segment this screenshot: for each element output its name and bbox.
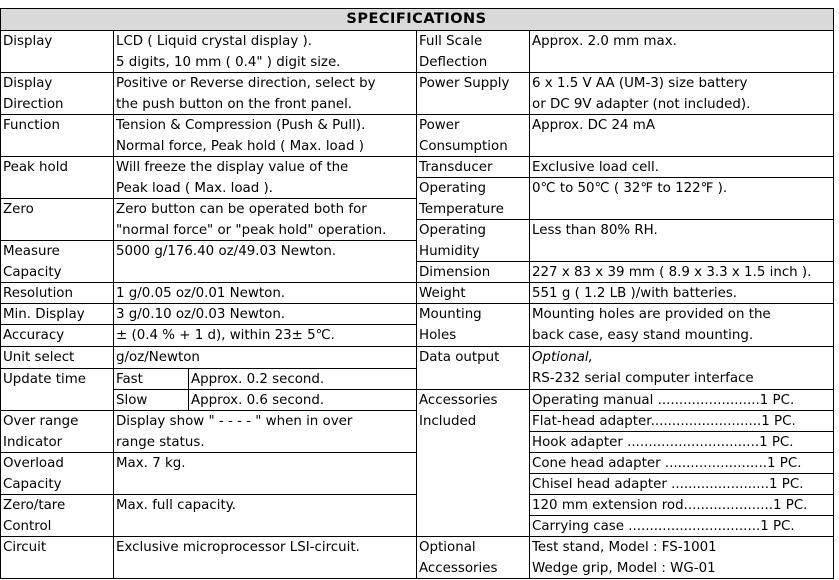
display-value: LCD ( Liquid crystal display ). 5 digits, 10 mm ( 0.4" ) digit size.: [116, 34, 341, 70]
peak-hold-value: Will freeze the display value of the Peak load ( Max. load ).: [116, 160, 349, 196]
grid-line: [0, 240, 417, 241]
power-supply-value: 6 x 1.5 V AA (UM-3) size battery or DC 9V adapter (not included).: [532, 76, 751, 112]
grid-line: [416, 30, 417, 579]
grid-line: [416, 219, 834, 220]
dimension-label: Dimension: [419, 265, 491, 280]
over-range-label: Over range Indicator: [3, 414, 79, 450]
zero-tare-value: Max. full capacity.: [116, 498, 236, 513]
mounting-holes-value: Mounting holes are provided on the back case, easy stand mounting.: [532, 307, 771, 343]
peak-hold-label: Peak hold: [3, 160, 68, 175]
function-label: Function: [3, 118, 60, 133]
min-display-value: 3 g/0.10 oz/0.03 Newton.: [116, 307, 286, 322]
accessories-label: Accessories Included: [419, 393, 498, 429]
op-temp-label: Operating Temperature: [419, 181, 504, 217]
over-range-value: Display show " - - - - " when in over range status.: [116, 414, 353, 450]
grid-line: [0, 303, 417, 304]
zero-value: Zero button can be operated both for "normal force" or "peak hold" operation.: [116, 202, 387, 238]
power-supply-label: Power Supply: [419, 76, 510, 91]
grid-line: [416, 389, 834, 390]
grid-line: [113, 389, 417, 390]
accessory-item: Flat-head adapter..........................1 PC.: [532, 414, 796, 429]
mounting-holes-label: Mounting Holes: [419, 307, 482, 343]
grid-line: [416, 303, 834, 304]
accessory-item: Hook adapter ...............................1 PC.: [532, 435, 794, 450]
display-label: Display: [3, 34, 53, 49]
grid-line: [0, 156, 417, 157]
table-title: SPECIFICATIONS: [0, 9, 833, 30]
grid-line: [0, 72, 417, 73]
grid-line: [529, 515, 834, 516]
grid-line: [529, 431, 834, 432]
min-display-label: Min. Display: [3, 307, 85, 322]
op-temp-value: 0℃ to 50℃ ( 32℉ to 122℉ ).: [532, 181, 728, 196]
display-direction-value: Positive or Reverse direction, select by the push button on the front panel.: [116, 76, 376, 112]
accuracy-label: Accuracy: [3, 328, 65, 343]
accessory-item: Carrying case ...............................1 PC.: [532, 519, 795, 534]
grid-line: [113, 30, 114, 579]
circuit-label: Circuit: [3, 540, 47, 555]
measure-capacity-label: Measure Capacity: [3, 244, 62, 280]
grid-line: [0, 324, 417, 325]
power-consumption-value: Approx. DC 24 mA: [532, 118, 656, 133]
grid-line: [0, 198, 417, 199]
grid-line: [529, 30, 530, 579]
grid-line: [0, 282, 417, 283]
accuracy-value: ± (0.4 % + 1 d), within 23± 5℃.: [116, 328, 335, 343]
weight-label: Weight: [419, 286, 466, 301]
grid-line: [416, 346, 834, 347]
op-humidity-value: Less than 80% RH.: [532, 223, 658, 238]
full-scale-label: Full Scale Deflection: [419, 34, 488, 70]
grid-line: [529, 410, 834, 411]
grid-line: [0, 494, 417, 495]
transducer-label: Transducer: [419, 160, 493, 175]
resolution-value: 1 g/0.05 oz/0.01 Newton.: [116, 286, 286, 301]
grid-line: [0, 368, 417, 369]
optional-accessories-label: Optional Accessories: [419, 540, 498, 576]
accessory-item: Operating manual ........................1 PC.: [532, 393, 795, 408]
grid-line: [529, 494, 834, 495]
weight-value: 551 g ( 1.2 LB )/with batteries.: [532, 286, 738, 301]
update-fast-value: Approx. 0.2 second.: [191, 372, 325, 387]
overload-value: Max. 7 kg.: [116, 456, 186, 471]
op-humidity-label: Operating Humidity: [419, 223, 486, 259]
accessory-item: 120 mm extension rod.....................1 PC.: [532, 498, 808, 513]
grid-line: [416, 261, 834, 262]
update-slow-value: Approx. 0.6 second.: [191, 393, 325, 408]
circuit-value: Exclusive microprocessor LSI-circuit.: [116, 540, 360, 555]
zero-tare-label: Zero/tare Control: [3, 498, 66, 534]
accessory-item: Chisel head adapter .......................1 PC.: [532, 477, 804, 492]
grid-line: [0, 8, 834, 9]
measure-capacity-value: 5000 g/176.40 oz/49.03 Newton.: [116, 244, 337, 259]
optional-note: Optional,: [532, 350, 593, 365]
grid-line: [0, 30, 834, 31]
function-value: Tension & Compression (Push & Pull). Normal force, Peak hold ( Max. load ): [116, 118, 366, 154]
grid-line: [0, 452, 417, 453]
grid-line: [0, 410, 417, 411]
grid-line: [416, 536, 834, 537]
grid-line: [416, 72, 834, 73]
display-direction-label: Display Direction: [3, 76, 64, 112]
grid-line: [0, 114, 417, 115]
dimension-value: 227 x 83 x 39 mm ( 8.9 x 3.3 x 1.5 inch ).: [532, 265, 812, 280]
grid-line: [529, 452, 834, 453]
zero-label: Zero: [3, 202, 34, 217]
update-time-label: Update time: [3, 372, 87, 387]
unit-select-label: Unit select: [3, 350, 75, 365]
update-slow-label: Slow: [116, 393, 148, 408]
accessory-item: Cone head adapter ........................1 PC.: [532, 456, 802, 471]
grid-line: [416, 114, 834, 115]
grid-line: [416, 177, 834, 178]
grid-line: [416, 156, 834, 157]
power-consumption-label: Power Consumption: [419, 118, 508, 154]
resolution-label: Resolution: [3, 286, 73, 301]
overload-label: Overload Capacity: [3, 456, 64, 492]
data-output-value: Optional, RS-232 serial computer interface: [529, 347, 833, 389]
data-output-label: Data output: [419, 350, 500, 365]
grid-line: [188, 369, 189, 411]
grid-line: [0, 578, 834, 579]
update-fast-label: Fast: [116, 372, 143, 387]
grid-line: [0, 346, 417, 347]
grid-line: [0, 536, 417, 537]
grid-line: [529, 473, 834, 474]
grid-line: [416, 282, 834, 283]
unit-select-value: g/oz/Newton: [116, 350, 200, 365]
full-scale-value: Approx. 2.0 mm max.: [532, 34, 677, 49]
optional-accessories-value: Test stand, Model : FS-1001 Wedge grip, Model : WG-01: [532, 540, 717, 576]
transducer-value: Exclusive load cell.: [532, 160, 660, 175]
